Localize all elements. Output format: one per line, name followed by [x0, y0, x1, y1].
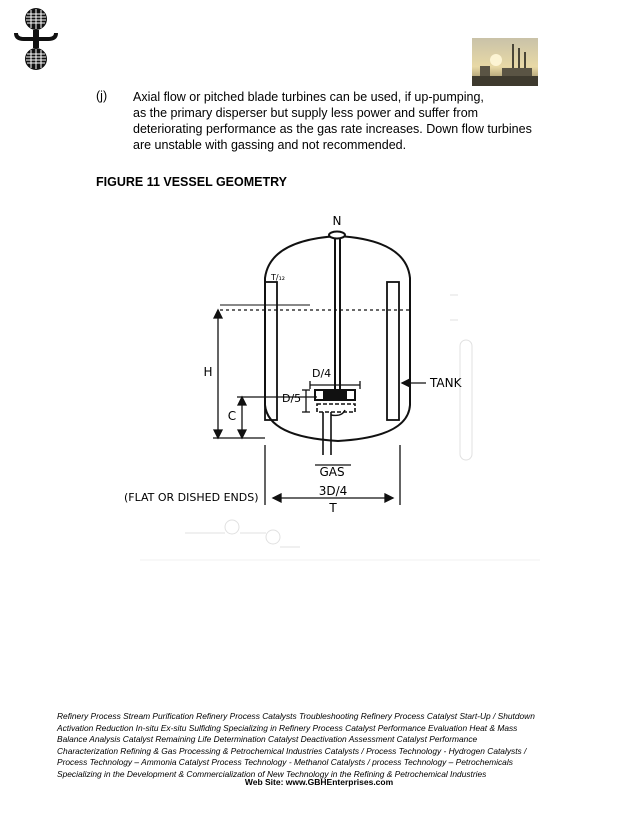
footer-line: Specializing in the Development & Commercialization of New Technology in the Refining & Petrochemical Industries: [57, 768, 487, 779]
shaft-coupling: [329, 232, 345, 239]
website-link[interactable]: Web Site: www.GBHEnterprises.com: [244, 777, 394, 787]
footer-line: Balance Analysis Catalyst Remaining Life Determination Catalyst Deactivation Assessment Catalyst Performance: [57, 734, 478, 745]
footer-services-text: [57, 711, 557, 781]
label-c: C: [227, 409, 237, 423]
figure-caption: FIGURE 11 VESSEL GEOMETRY: [96, 175, 288, 189]
company-logo: [12, 6, 60, 72]
label-flat-or-dished-ends: (FLAT OR DISHED ENDS): [124, 491, 259, 504]
paragraph-line: as the primary disperser but supply less power and suffer from: [133, 106, 479, 120]
label-gas: GAS: [319, 465, 345, 479]
vessel-diagram: [110, 205, 550, 570]
gas-inlet-pipe: [323, 412, 331, 455]
refinery-photo: [472, 38, 538, 86]
paragraph-line: are unstable with gassing and not recommended.: [133, 138, 407, 152]
vessel-outline: [265, 236, 410, 441]
label-h: H: [203, 365, 213, 379]
label-n: N: [332, 214, 342, 228]
label-d5: D/5: [282, 392, 302, 405]
label-t: T: [329, 501, 337, 515]
footer-line: Characterization Refining & Gas Processing & Petrochemical Industries Catalysts / Process Technology - Hydrogen Catalysts /: [57, 745, 527, 756]
baffle-left: [265, 282, 277, 420]
paragraph-line: deteriorating performance as the gas rate increases. Down flow turbines: [133, 122, 532, 136]
list-marker: (j): [96, 89, 108, 103]
baffle-right: [387, 282, 399, 420]
label-tank: TANK: [430, 376, 462, 390]
footer-line: Process Technology – Ammonia Catalyst Process Technology - Methanol Catalysts / process Technology – Petrochemicals: [57, 757, 513, 768]
sparger: [317, 404, 355, 412]
label-d4: D/4: [312, 367, 332, 380]
label-3d4: 3D/4: [318, 484, 348, 498]
vessel-geometry-figure: [110, 205, 550, 570]
label-baffle-width: T/₁₂: [271, 273, 285, 282]
paragraph-text: [133, 89, 543, 153]
footer-line: Refinery Process Stream Purification Refinery Process Catalysts Troubleshooting Refinery Process Catalyst Start-Up / Shutdown: [57, 711, 535, 721]
paragraph-line: Axial flow or pitched blade turbines can be used, if up-pumping,: [133, 90, 484, 104]
footer-line: Activation Reduction In-situ Ex-situ Sulfiding Specializing in Refinery Process Catalyst Performance Evaluation Heat & Mass: [57, 722, 518, 733]
company-logo-icon: [12, 6, 60, 72]
